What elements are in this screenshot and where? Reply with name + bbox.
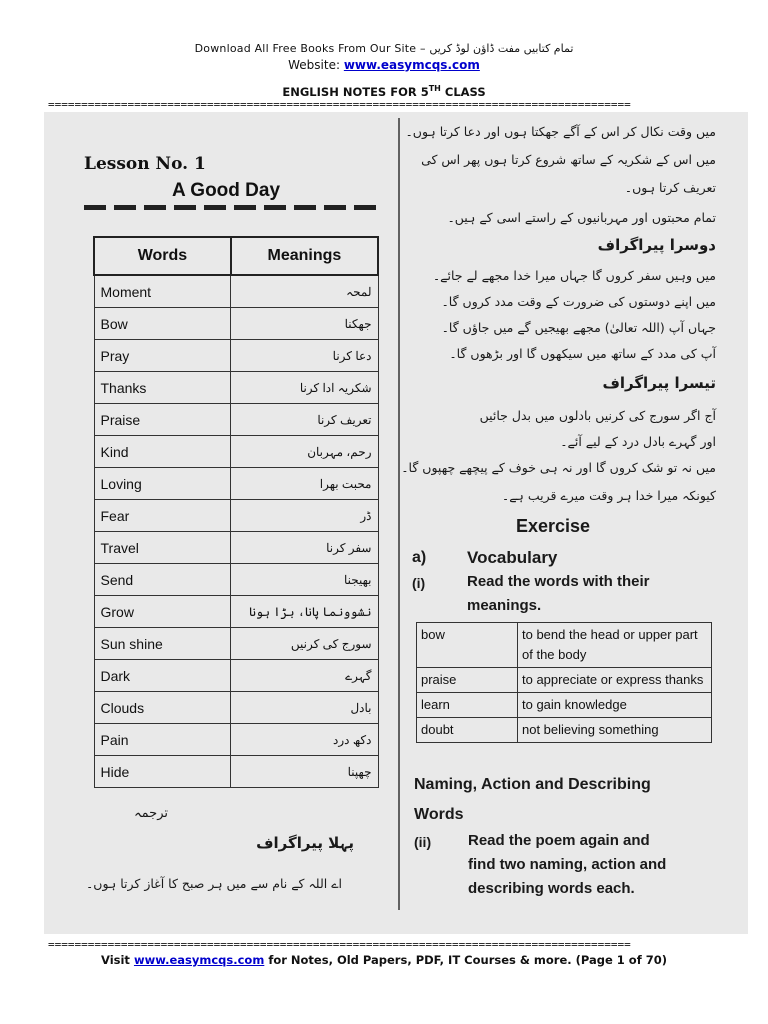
words-table-row	[94, 692, 378, 724]
meaning-cell: ڈر	[231, 500, 378, 532]
words-table-row	[94, 404, 378, 436]
vocab-meaning-cell: to appreciate or express thanks	[518, 668, 712, 693]
notes-title-sup: TH	[428, 84, 441, 93]
word-cell: Hide	[94, 756, 231, 788]
meaning-cell: جھکنا	[231, 308, 378, 340]
meaning-cell: گہرے	[231, 660, 378, 692]
q2-line: Read the poem again and	[468, 832, 650, 849]
meaning-cell: بادل	[231, 692, 378, 724]
meaning-cell: نشوونما پانا، بڑا ہونا	[231, 596, 378, 628]
intro-line: تمام محبتوں اور مہربانیوں کے راستے اسی کے ہیں۔	[447, 210, 716, 225]
words-table-row	[94, 436, 378, 468]
words-table-row	[94, 628, 378, 660]
meaning-cell: لمحہ	[231, 275, 378, 308]
vocab-marker: a)	[412, 549, 427, 566]
q2-line: describing words each.	[468, 880, 635, 897]
q2-line: find two naming, action and	[468, 856, 667, 873]
para1-line: اے اللہ کے نام سے میں ہر صبح کا آغاز کرتا ہوں۔	[85, 876, 342, 891]
words-table-row	[94, 500, 378, 532]
para3-line: اور گہرے بادل درد کے لیے آئے۔	[560, 434, 716, 449]
vocab-table-row	[417, 668, 712, 693]
footer	[0, 953, 768, 967]
column-divider	[398, 118, 400, 910]
intro-line: میں وقت نکال کر اس کے آگے جھکتا ہوں اور دعا کرتا ہوں۔	[405, 124, 716, 139]
word-cell: Moment	[94, 275, 231, 308]
word-cell: Clouds	[94, 692, 231, 724]
footer-link[interactable]: www.easymcqs.com	[133, 953, 265, 967]
word-cell: Kind	[94, 436, 231, 468]
bottom-rule: ========================================================================================	[48, 938, 631, 951]
website-label: Website:	[288, 58, 341, 72]
words-table-row	[94, 275, 378, 308]
vocab-meaning-cell: not believing something	[518, 718, 712, 743]
footer-rest: for Notes, Old Papers, PDF, IT Courses & more. (Page 1 of 70)	[268, 953, 667, 967]
word-cell: Send	[94, 564, 231, 596]
notes-title-suffix: CLASS	[444, 84, 486, 99]
para3-heading: تیسرا پیراگراف	[602, 374, 716, 392]
meaning-cell: دکھ درد	[231, 724, 378, 756]
meaning-cell: شکریہ ادا کرنا	[231, 372, 378, 404]
notes-title-prefix: ENGLISH NOTES FOR 5	[282, 84, 429, 99]
naming-heading: Naming, Action and Describing	[414, 776, 651, 793]
download-line: Download All Free Books From Our Site – تمام کتابیں مفت ڈاؤن لوڈ کریں	[194, 42, 574, 55]
lesson-title: A Good Day	[172, 180, 281, 201]
vocab-table-row	[417, 623, 712, 668]
para3-line: آج اگر سورج کی کرنیں بادلوں میں بدل جائیں	[479, 408, 716, 423]
footer-visit: Visit	[101, 953, 130, 967]
notes-title	[0, 84, 768, 99]
website-link[interactable]: www.easymcqs.com	[343, 58, 480, 72]
meaning-cell: بھیجنا	[231, 564, 378, 596]
words-table-header	[94, 237, 378, 275]
naming-heading: Words	[414, 806, 464, 823]
para2-line: جہاں آپ (اللہ تعالیٰ) مجھے بھیجیں گے میں جاؤں گا۔	[441, 320, 716, 335]
para3-line: میں نہ تو شک کروں گا اور نہ ہی خوف کے پیچھے چھپوں گا۔	[401, 460, 716, 475]
word-cell: Pain	[94, 724, 231, 756]
vocab-table	[416, 622, 712, 743]
vocab-word-cell: learn	[417, 693, 518, 718]
para1-heading: پہلا پیراگراف	[256, 834, 354, 852]
word-cell: Dark	[94, 660, 231, 692]
word-cell: Thanks	[94, 372, 231, 404]
word-cell: Fear	[94, 500, 231, 532]
para3-line: کیونکہ میرا خدا ہر وقت میرے قریب ہے۔	[501, 488, 716, 503]
meanings-header: Meanings	[231, 237, 378, 275]
meaning-cell: رحم، مہربان	[231, 436, 378, 468]
words-table-row	[94, 468, 378, 500]
words-table-row	[94, 308, 378, 340]
vocab-meaning-cell: to gain knowledge	[518, 693, 712, 718]
word-cell: Pray	[94, 340, 231, 372]
meaning-cell: سورج کی کرنیں	[231, 628, 378, 660]
para2-line: آپ کی مدد کے ساتھ میں سیکھوں گا اور بڑھوں گا۔	[449, 346, 716, 361]
words-table-row	[94, 724, 378, 756]
words-table-row	[94, 660, 378, 692]
title-underline	[84, 205, 376, 210]
words-header: Words	[94, 237, 231, 275]
word-cell: Grow	[94, 596, 231, 628]
vocab-word-cell: bow	[417, 623, 518, 668]
para2-heading: دوسرا پیراگراف	[597, 236, 716, 254]
meaning-cell: سفر کرنا	[231, 532, 378, 564]
word-cell: Sun shine	[94, 628, 231, 660]
meaning-cell: تعریف کرنا	[231, 404, 378, 436]
q1-text: Read the words with their	[467, 573, 650, 590]
intro-line: تعریف کرتا ہوں۔	[624, 180, 716, 195]
word-cell: Travel	[94, 532, 231, 564]
top-rule: ========================================================================================	[48, 98, 631, 111]
word-cell: Bow	[94, 308, 231, 340]
para2-line: میں وہیں سفر کروں گا جہاں میرا خدا مجھے لے جائے۔	[432, 268, 716, 283]
exercise-title: Exercise	[516, 516, 591, 536]
vocab-word-cell: praise	[417, 668, 518, 693]
vocab-table-row	[417, 718, 712, 743]
word-cell: Loving	[94, 468, 231, 500]
words-table-row	[94, 532, 378, 564]
q2-marker: (ii)	[414, 834, 432, 850]
words-table-row	[94, 564, 378, 596]
word-cell: Praise	[94, 404, 231, 436]
q1-marker: (i)	[412, 575, 426, 591]
website-line	[0, 58, 768, 72]
vocab-table-row	[417, 693, 712, 718]
words-table-row	[94, 756, 378, 788]
translation-label: ترجمہ	[134, 806, 168, 821]
words-table-row	[94, 596, 378, 628]
vocab-meaning-cell: to bend the head or upper part of the body	[518, 623, 712, 668]
vocab-word-cell: doubt	[417, 718, 518, 743]
intro-line: میں اس کے شکریہ کے ساتھ شروع کرتا ہوں پھر اس کی	[421, 152, 716, 167]
words-table-row	[94, 372, 378, 404]
words-table	[93, 236, 379, 788]
meaning-cell: چھپنا	[231, 756, 378, 788]
meaning-cell: محبت بھرا	[231, 468, 378, 500]
q1-text: meanings.	[467, 597, 542, 614]
meaning-cell: دعا کرنا	[231, 340, 378, 372]
lesson-number: Lesson No. 1	[84, 154, 206, 174]
para2-line: میں اپنے دوستوں کی ضرورت کے وقت مدد کروں گا۔	[441, 294, 716, 309]
words-table-row	[94, 340, 378, 372]
vocab-heading: Vocabulary	[467, 548, 558, 567]
